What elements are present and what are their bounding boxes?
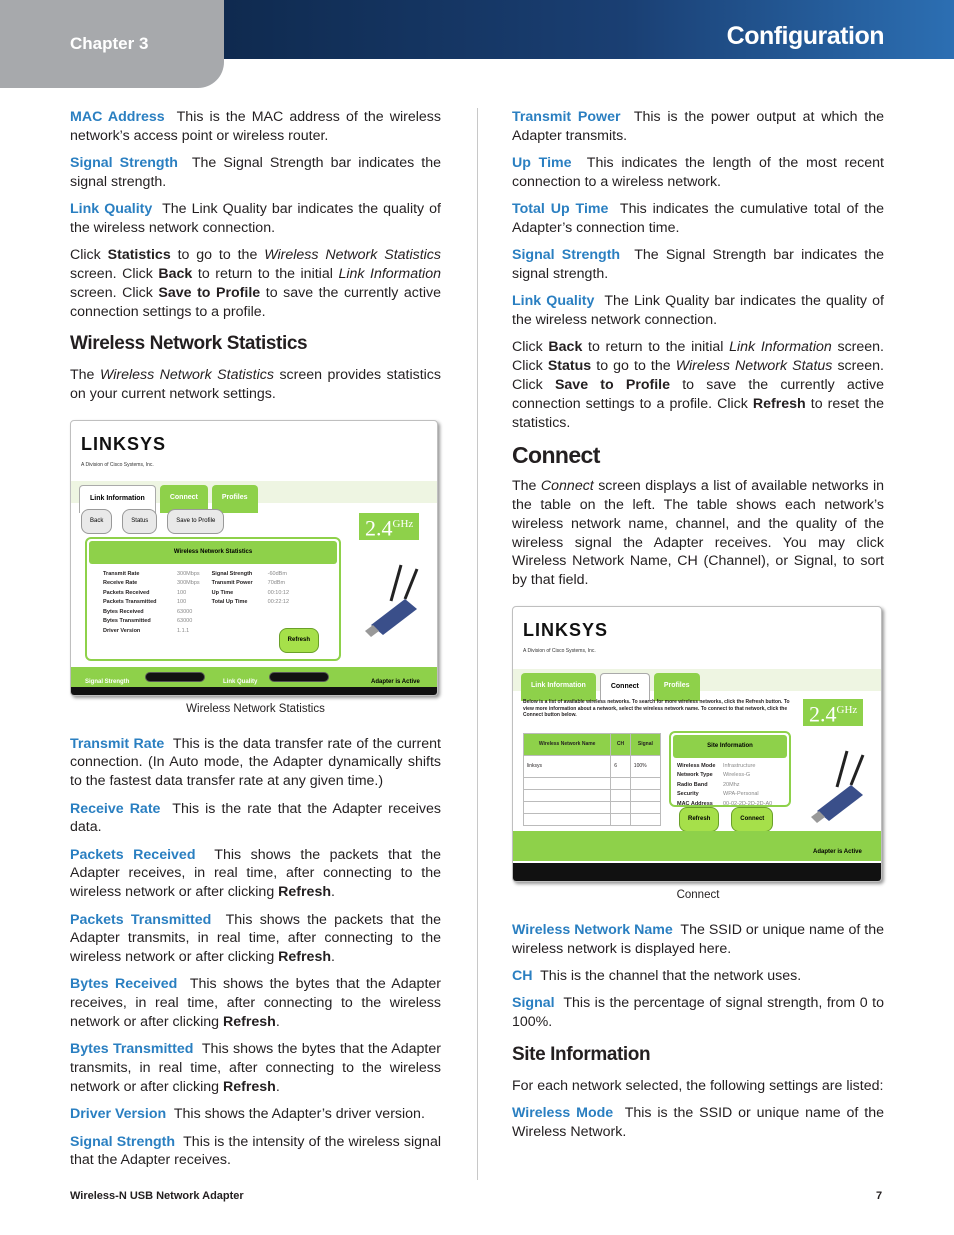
text: The Link Quality bar indicates the quality of the wireless network connection. [70,201,441,236]
tab-profiles[interactable]: Profiles [212,485,258,513]
term: Link Quality [70,201,153,218]
text: This is the data transfer rate of the current connection. (In Auto mode, the Adapter dynamically shifts to the fastest data transfer rate at any given time.) [70,735,441,790]
paragraph: Bytes Received This shows the bytes that the Adapter receives, in real time, after connecting to the wireless network or after clicking Refresh. [70,976,441,1031]
chapter-tab [0,0,224,88]
site-information-panel [669,731,791,807]
stat-label: Security [677,791,699,798]
stat-value: 100 [177,599,187,606]
stat-row [103,617,200,627]
term: Up Time [512,155,572,172]
paragraph [70,246,441,321]
text: This shows the Adapter’s driver version. [173,1106,425,1123]
text: This is the intensity of the wireless signal that the Adapter receives. [70,1133,441,1169]
table-row [524,801,661,813]
paragraph [70,108,441,146]
stat-label: Packets Received [103,589,150,596]
table-row [524,789,661,801]
stat-row [103,589,200,599]
text: This shows the packets that the Adapter transmits, in real time, after connecting to the wireless network or after clicking [70,911,441,966]
cell-ch: 6 [611,755,631,777]
paragraph [70,154,441,192]
text: screen. Click [70,284,153,301]
term: Packets Transmitted [70,911,212,928]
stat-row [212,579,289,589]
chapter-label: Chapter 3 [70,34,149,53]
text: Statistics [107,247,171,264]
stat-label: Total Up Time [211,599,248,606]
paragraph: Click Back to return to the initial Link Information screen. Click Status to go to the Wireless Network Status screen. Click Save to Profile to save the currently active connection settings to a profile. Click Refresh to reset the statistics. [512,339,884,431]
stat-value: 63000 [177,618,193,625]
text: Link Information [338,266,441,283]
term: Signal [512,995,555,1012]
section-heading: Wireless Network Statistics [70,333,308,355]
bottom-bar [513,863,881,881]
stat-value: 70dBm [267,580,286,587]
term: Bytes Transmitted [70,1041,194,1058]
text: This is the channel that the network uses. [540,967,802,984]
figure-caption: Connect [676,889,720,902]
connect-intro: Below is a list of available wireless networks. To search for more wireless networks, click the Refresh button. To view more information about a network, select the wireless network name. To connect to that network, click the Connect button below. [523,699,790,719]
paragraph [70,200,441,238]
stat-row [103,579,200,589]
paragraph [512,1077,884,1096]
status-bar [71,667,437,687]
figure-caption: Wireless Network Statistics [186,702,325,715]
text: This is the MAC address of the wireless network’s access point or wireless router. [70,109,441,144]
section-heading: Connect [512,442,600,469]
panel-title: Site Information [673,735,787,758]
term: Wireless Network Name [512,921,673,938]
text: Save to Profile [158,284,261,301]
linksys-logo: LINKSYS A Division of Cisco Systems, Inc. [523,620,609,654]
status-button[interactable]: Status [122,509,157,534]
term: Transmit Power [512,109,621,125]
stat-row [212,570,289,580]
stat-label: Signal Strength [211,570,253,577]
stats-left [103,570,200,637]
paragraph [70,366,441,404]
table-row [524,777,661,789]
header-bar [224,0,954,59]
stat-row [212,589,289,599]
term: Signal Strength [70,155,178,172]
stat-row [677,771,783,781]
stat-value: -60dBm [267,570,287,577]
text: Refresh [278,884,332,901]
text: This indicates the length of the most recent connection to a wireless network. [512,155,884,190]
linksys-logo: LINKSYS A Division of Cisco Systems, Inc. [81,433,167,468]
tabs [521,673,700,701]
paragraph [512,246,884,284]
term: CH [512,967,533,984]
stat-row [212,598,289,608]
term: Total Up Time [512,201,609,218]
text: Refresh [278,949,332,966]
text: to return to the initial [197,266,333,283]
stat-label: Receive Rate [103,580,138,587]
stat-label: Network Type [677,772,713,779]
subsection-heading: Site Information [512,1043,651,1065]
text: screen provides statistics on your current network settings. [70,367,441,403]
network-table [523,733,661,826]
signal-strength-label: Signal Strength [85,678,130,685]
text: This is the SSID or unique name of the Wireless Network. [512,1104,884,1140]
stat-value: 1.1.1 [177,627,190,634]
page-title: Configuration [726,22,884,50]
text: This shows the bytes that the Adapter transmits, in real time, after connecting to the wireless network or after clicking [70,1041,441,1095]
cell-name: linksys [524,755,611,777]
stat-row [103,627,200,637]
paragraph: Packets Transmitted This shows the packets that the Adapter transmits, in real time, after connecting to the wireless network or after clicking Refresh. [70,911,441,966]
link-quality-label: Link Quality [223,678,258,685]
screenshot [70,420,438,696]
term: Packets Received [70,846,196,863]
stat-label: Packets Transmitted [103,599,157,606]
stat-row [103,608,200,618]
connect-buttons [679,807,773,832]
column-divider [477,108,478,1180]
stat-row [677,790,783,800]
term: Link Quality [512,293,595,310]
tab-connect[interactable]: Connect [600,673,650,701]
statistics-panel [85,537,341,661]
text: This shows the packets that the Adapter receives, in real time, after connecting to the wireless network or after clicking [70,846,441,901]
stat-value: 300Mbps [177,570,200,577]
paragraph: Packets Received This shows the packets that the Adapter receives, in real time, after connecting to the wireless network or after clicking Refresh. [70,846,441,901]
column-header-ch[interactable]: CH [611,734,631,756]
stat-value: 20Mhz [723,781,740,788]
stat-label: Driver Version [103,627,141,634]
term: Signal Strength [70,1133,176,1150]
term: MAC Address [70,109,165,125]
paragraph [70,800,441,838]
text: This is the rate that the Adapter receives data. [70,800,441,836]
stat-value: 00:10:12 [267,589,290,596]
term: Transmit Rate [70,735,165,752]
stat-value: 300Mbps [177,580,200,587]
text: to go to the [177,247,258,264]
text: Back [158,266,193,283]
stat-value: 100 [177,589,187,596]
text: The SSID or unique name of the wireless network is displayed here. [512,921,884,957]
stat-value: Wireless-G [723,772,751,779]
band-badge: $2.4^{GHz}$ [803,699,863,726]
paragraph: The Connect screen displays a list of available networks in the table on the left. The table shows each network’s wireless network name, channel, and the quality of the wireless signal the Adapter receives. You may click Wireless Network Name, CH (Channel), or Signal, to sort by that field. [512,478,885,589]
text: The Signal Strength bar indicates the signal strength. [70,155,441,190]
cell-signal: 100% [630,755,660,777]
left-column [70,108,441,1179]
adapter-status: Adapter is Active [813,849,862,856]
text: Refresh [222,1078,276,1095]
paragraph [512,921,884,959]
text: This indicates the cumulative total of the Adapter’s connection time. [512,201,884,236]
text: screen. Click [70,266,153,283]
figure-connect [512,606,884,882]
text: This is the percentage of signal strength, from 0 to 100%. [512,995,884,1031]
text: Click [70,247,101,264]
stat-value: WPA-Personal [723,791,759,798]
stat-label: Transmit Power [211,580,253,587]
signal-strength-meter [145,672,205,682]
stat-value: 00-02-2D-2D-2D-A0 [723,800,773,807]
site-info-list [671,760,789,812]
term: Driver Version [70,1106,167,1123]
stat-value: 63000 [177,608,193,615]
stat-row [103,598,200,608]
paragraph [512,108,884,146]
tab-link-information[interactable]: Link Information [521,673,596,701]
table-row[interactable] [524,755,661,777]
stat-row [103,570,200,580]
paragraph [512,154,884,192]
paragraph [512,292,884,330]
text: The Link Quality bar indicates the quality of the wireless network connection. [512,293,884,329]
bottom-bar [71,687,437,695]
text: This is the power output at which the Adapter transmits. [512,109,884,144]
footer-product: Wireless-N USB Network Adapter [70,1190,244,1202]
stat-value: 00:22:12 [267,599,290,606]
text: to save the currently active connection settings to a profile. [70,284,441,320]
button-row [81,509,230,534]
text: This shows the bytes that the Adapter receives, in real time, after connecting to the wireless network or after clicking [70,976,441,1031]
text: Wireless Network Statistics [264,247,441,264]
text: Refresh [222,1014,276,1031]
connect-button[interactable]: Connect [731,807,773,832]
paragraph [70,1105,441,1124]
stat-label: Transmit Rate [103,570,140,577]
table-row [524,813,661,825]
stat-row [677,762,783,772]
figure-wireless-network-statistics [70,420,441,696]
column-header-name[interactable]: Wireless Network Name [524,734,611,756]
paragraph [70,735,441,791]
column-header-signal[interactable]: Signal [630,734,660,756]
stat-label: Bytes Transmitted [103,618,151,625]
paragraph [512,200,884,238]
term: Receive Rate [70,800,161,817]
paragraph [70,1133,441,1171]
usb-adapter-icon [807,747,875,825]
adapter-status: Adapter is Active [371,678,420,685]
stat-label: MAC Address [677,800,713,807]
screenshot [512,606,882,882]
stat-label: Up Time [211,589,234,596]
text: The [70,367,95,384]
text: For each network selected, the following settings are listed: [512,1077,884,1094]
page-number: 7 [876,1190,883,1202]
text: The Signal Strength bar indicates the signal strength. [512,247,884,283]
save-to-profile-button[interactable]: Save to Profile [167,509,224,534]
right-column [512,108,884,1150]
tab-link-information[interactable]: Link Information [79,485,156,513]
stat-label: Wireless Mode [677,762,716,769]
stat-value: Infrastructure [723,762,756,769]
refresh-button[interactable]: Refresh [679,807,719,832]
paragraph: Bytes Transmitted This shows the bytes that the Adapter transmits, in real time, after connecting to the wireless network or after clicking Refresh. [70,1041,441,1095]
tab-connect[interactable]: Connect [160,485,208,513]
text: Wireless Network Statistics [99,367,274,384]
band-badge: $2.4^{GHz}$ [359,513,419,540]
paragraph [512,1104,884,1142]
paragraph [512,994,884,1032]
tab-profiles[interactable]: Profiles [654,673,700,701]
term: Wireless Mode [512,1104,614,1121]
panel-title: Wireless Network Statistics [89,541,337,564]
refresh-button[interactable]: Refresh [279,628,319,653]
link-quality-meter [269,672,329,682]
term: Bytes Received [70,976,178,993]
stat-label: Radio Band [677,781,708,788]
stat-label: Bytes Received [103,608,144,615]
status-bar [513,831,881,861]
term: Signal Strength [512,247,621,264]
stat-row [677,781,783,791]
stats-right [212,570,289,637]
back-button[interactable]: Back [81,509,112,534]
paragraph [512,967,884,986]
usb-adapter-icon [361,561,429,639]
